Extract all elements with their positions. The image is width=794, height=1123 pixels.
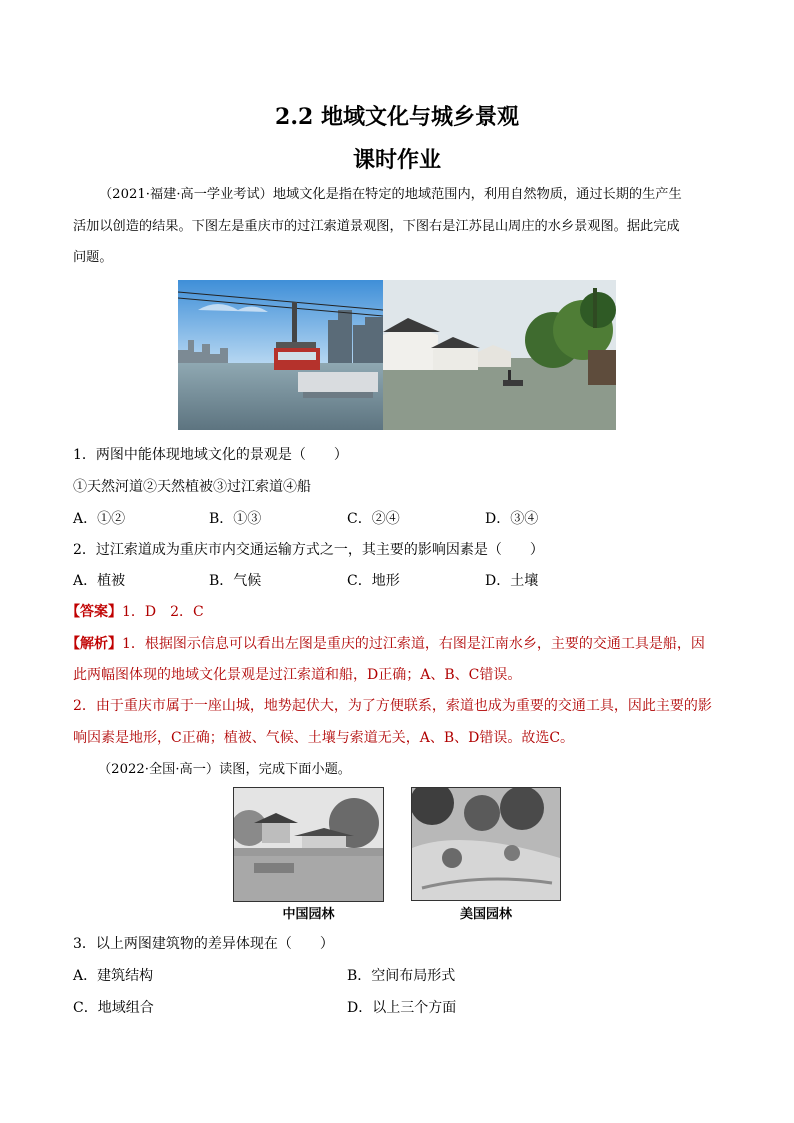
q3-option-c: C．地域组合	[73, 1000, 154, 1016]
cable-car-photo	[178, 280, 383, 430]
q1-option-b: B．①③	[209, 511, 262, 527]
question-2: 2．过江索道成为重庆市内交通运输方式之一，其主要的影响因素是（ ）	[73, 542, 544, 558]
document-subtitle: 课时作业	[352, 147, 441, 173]
analysis-line: 2．由于重庆市属于一座山城，地势起伏大，为了方便联系，索道也成为重要的交通工具，因此主要的影	[73, 698, 712, 714]
q1-option-c: C．②④	[347, 511, 400, 527]
question-1-items: ①天然河道②天然植被③过江索道④船	[73, 479, 311, 495]
analysis-tag: 【解析】	[66, 636, 122, 652]
american-garden-caption: 美国园林	[459, 907, 512, 922]
q3-option-a: A．建筑结构	[73, 968, 154, 984]
intro-line: （2021·福建·高一学业考试）地域文化是指在特定的地域范围内，利用自然物质，通过长期的生产生	[99, 187, 682, 202]
answer-line	[66, 601, 204, 621]
q2-option-b: B．气候	[209, 573, 262, 589]
q2-option-c: C．地形	[347, 573, 400, 589]
q2-option-a: A．植被	[73, 573, 126, 589]
chinese-garden-caption: 中国园林	[282, 907, 335, 922]
q2-option-d: D．土壤	[485, 573, 539, 589]
analysis-text: 1．根据图示信息可以看出左图是重庆的过江索道，右图是江南水乡，主要的交通工具是船，因	[122, 636, 705, 652]
question-1: 1．两图中能体现地域文化的景观是（ ）	[73, 447, 348, 463]
intro-line: 活加以创造的结果。下图左是重庆市的过江索道景观图，下图右是江苏昆山周庄的水乡景观图。据此完成	[73, 219, 680, 234]
analysis-line	[66, 633, 705, 653]
question-3: 3．以上两图建筑物的差异体现在（ ）	[73, 936, 334, 952]
answer-tag: 【答案】	[66, 604, 122, 620]
answer-text: 1．D 2．C	[122, 604, 204, 620]
analysis-line: 响因素是地形，C正确；植被、气候、土壤与索道无关，A、B、D错误。故选C。	[73, 730, 575, 746]
intro-line: 问题。	[73, 250, 113, 265]
q3-option-d: D．以上三个方面	[347, 1000, 457, 1016]
q1-option-a: A．①②	[73, 511, 126, 527]
document-title: 2.2 地域文化与城乡景观	[275, 104, 519, 130]
american-garden-photo	[411, 787, 561, 901]
question-3-intro: （2022·全国·高一）读图，完成下面小题。	[98, 762, 351, 777]
water-town-photo	[383, 280, 616, 430]
chinese-garden-photo	[233, 787, 384, 902]
q1-option-d: D．③④	[485, 511, 539, 527]
analysis-line: 此两幅图体现的地域文化景观是过江索道和船，D正确；A、B、C错误。	[73, 667, 522, 683]
q3-option-b: B．空间布局形式	[347, 968, 456, 984]
